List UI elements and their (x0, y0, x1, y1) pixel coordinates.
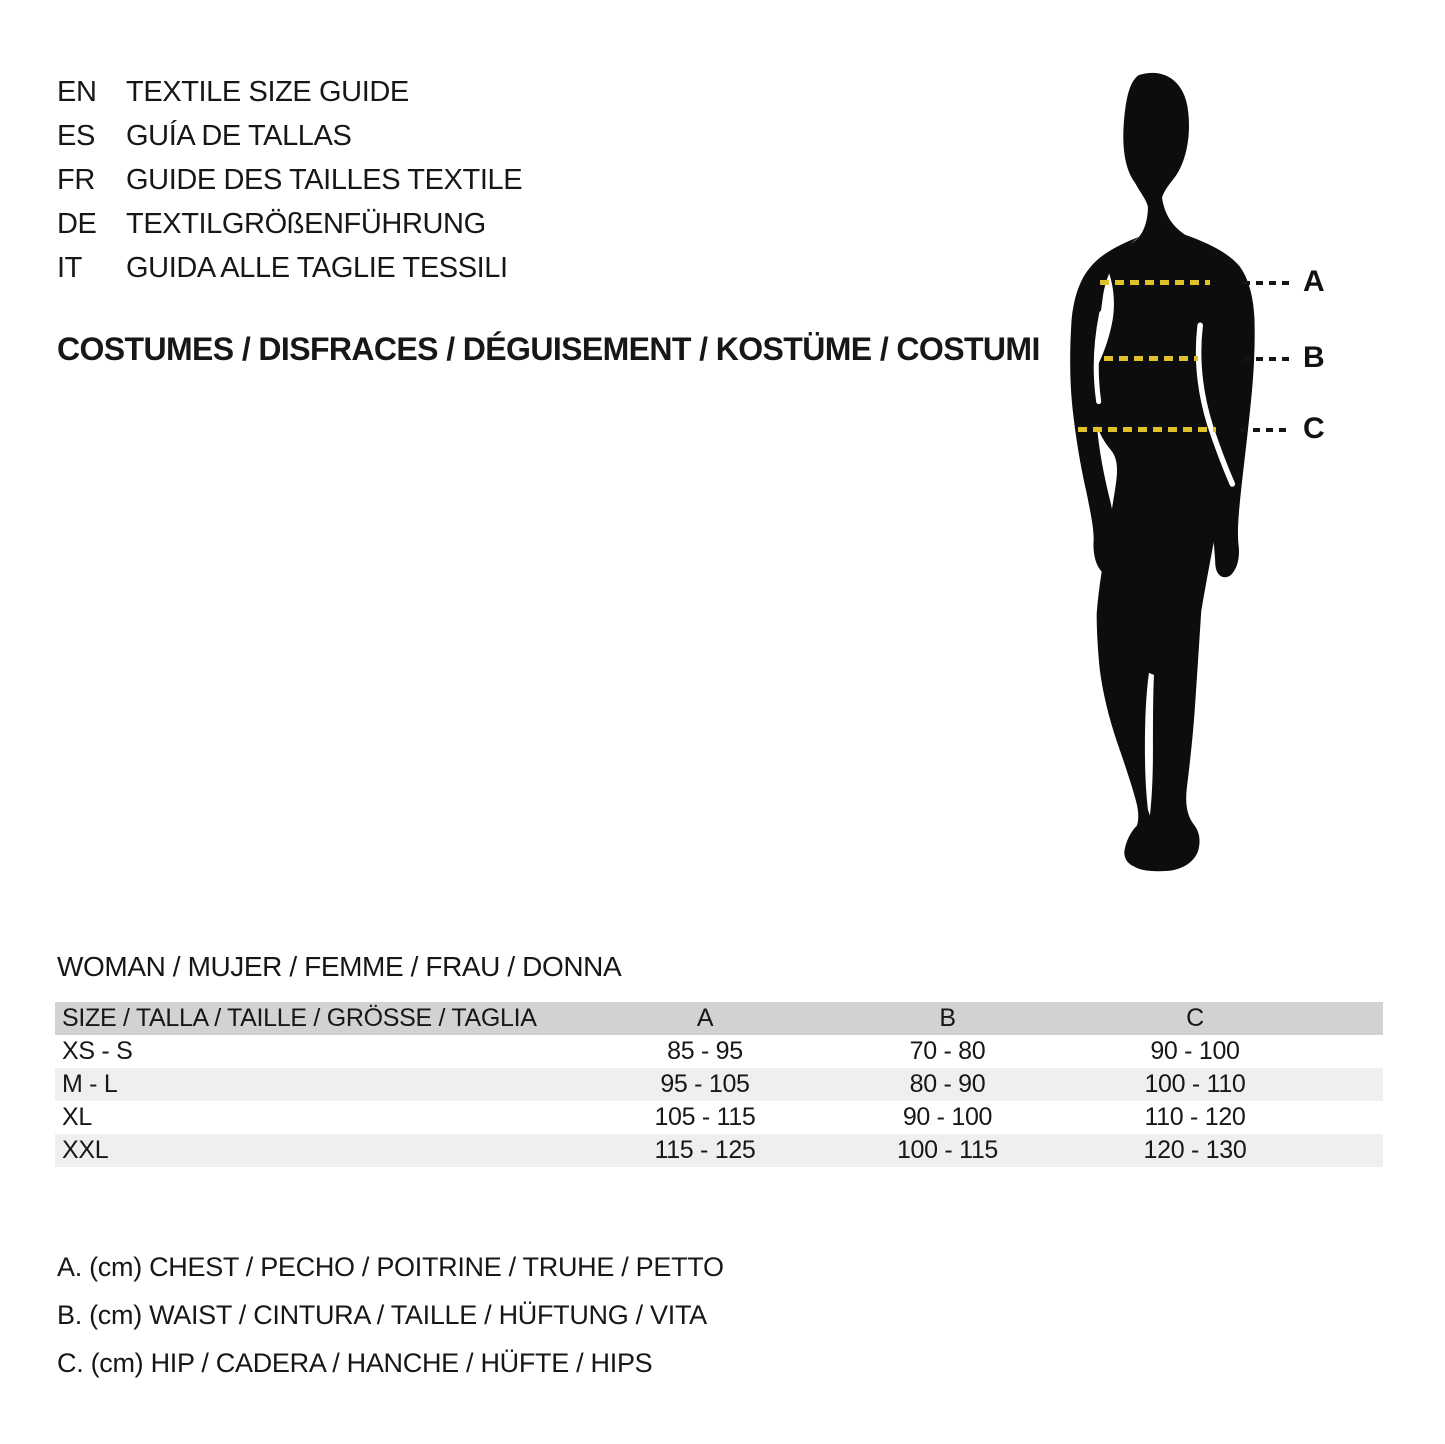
hip-cell: 90 - 100 (1150, 1037, 1240, 1065)
size-table (55, 1002, 1383, 1167)
chest-cell: 105 - 115 (654, 1103, 756, 1131)
waist-cell: 100 - 115 (896, 1136, 999, 1164)
hip-line-dashed (1078, 427, 1216, 432)
size-row-xs-s (55, 1035, 1383, 1068)
chest-cell: 115 - 125 (654, 1136, 756, 1164)
size-col-header: SIZE / TALLA / TAILLE / GRÖSSE / TAGLIA (62, 1004, 537, 1032)
size-table-header-row (55, 1002, 1383, 1035)
language-row-en (57, 70, 522, 114)
chest-line-connector (1243, 281, 1291, 285)
footnote-chest: A. (cm) CHEST / PECHO / POITRINE / TRUHE / PETTO (57, 1252, 724, 1282)
measure-label-chest: A (1303, 265, 1325, 298)
col-header-b: B (939, 1004, 956, 1032)
size-row-xl (55, 1101, 1383, 1134)
language-code: ES (57, 120, 95, 152)
col-header-a: A (696, 1004, 714, 1032)
language-row-fr (57, 158, 522, 202)
waist-line-dashed (1104, 356, 1198, 361)
hip-cell: 110 - 120 (1144, 1103, 1246, 1131)
col-header-c: C (1186, 1004, 1204, 1032)
language-row-it (57, 246, 522, 290)
measure-footnotes (57, 1243, 724, 1387)
language-row-es (57, 114, 522, 158)
waist-cell: 70 - 80 (909, 1037, 986, 1065)
language-list (57, 70, 522, 290)
measure-label-hip: C (1303, 412, 1325, 445)
chest-line-dashed (1100, 280, 1210, 285)
size-cell: XXL (62, 1136, 109, 1164)
language-title: TEXTILGRÖßENFÜHRUNG (126, 208, 486, 240)
language-title: GUIDE DES TAILLES TEXTILE (126, 164, 523, 196)
category-heading: COSTUMES / DISFRACES / DÉGUISEMENT / KOSTÜME / COSTUMI (57, 331, 1040, 367)
waist-cell: 90 - 100 (902, 1103, 993, 1131)
language-code: FR (57, 164, 95, 196)
size-row-m-l (55, 1068, 1383, 1101)
waist-line-connector (1243, 357, 1291, 361)
waist-cell: 80 - 90 (909, 1070, 986, 1098)
woman-silhouette (1048, 66, 1280, 900)
section-heading-woman: WOMAN / MUJER / FEMME / FRAU / DONNA (57, 951, 622, 982)
footnote-hip: C. (cm) HIP / CADERA / HANCHE / HÜFTE / HIPS (57, 1348, 653, 1378)
size-cell: M - L (62, 1070, 118, 1098)
language-code: DE (57, 208, 97, 240)
hip-cell: 120 - 130 (1143, 1136, 1247, 1164)
hip-line-connector (1240, 428, 1292, 432)
col-header-spacer (1320, 1002, 1383, 1035)
language-row-de (57, 202, 522, 246)
language-title: GUIDA ALLE TAGLIE TESSILI (126, 252, 508, 284)
size-cell: XS - S (62, 1037, 133, 1065)
size-cell: XL (62, 1103, 92, 1131)
footnote-waist: B. (cm) WAIST / CINTURA / TAILLE / HÜFTUNG / VITA (57, 1300, 707, 1330)
language-title: TEXTILE SIZE GUIDE (126, 76, 409, 108)
chest-cell: 85 - 95 (667, 1037, 743, 1065)
language-title: GUÍA DE TALLAS (126, 120, 352, 152)
language-code: IT (57, 252, 82, 284)
language-code: EN (57, 76, 97, 108)
measure-label-waist: B (1303, 341, 1325, 374)
size-row-xxl (55, 1134, 1383, 1167)
hip-cell: 100 - 110 (1144, 1070, 1246, 1098)
chest-cell: 95 - 105 (660, 1070, 750, 1098)
